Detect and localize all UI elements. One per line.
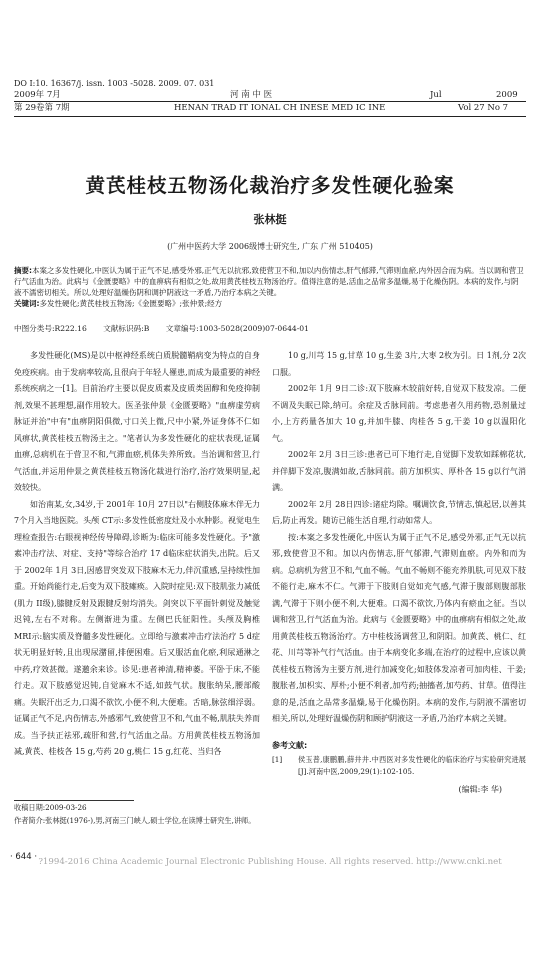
paragraph: 多发性硬化(MS)是以中枢神经系统白质脱髓鞘病变为特点的自身免疫疾病。由于发病率较高,且很向于年轻人罹患,而成为最重要的神经系统疾病之一[1]。目前治疗主要以促皮质素及皮质类固醇和免疫抑制剂,效果不甚理想,副作用较大。医圣张仲景《金匮要略》"血痹虚劳病脉证并治"中有"血痹阴阳俱微,寸口关上微,尺中小紧,外证身体不仁如风痹状,黄芪桂枝五物汤主之。"笔者认为多发性硬化的症状表现,证属血痹,总病机在于营卫不和,气滞血瘀,机体失养所致。当治调和营卫,行气活血,并运用仲景之黄芪桂枝五物汤化裁进行治疗,治疗效果明显,起效较快。 xyxy=(14,351,260,492)
references-heading: 参考文献: xyxy=(272,740,308,750)
header-rule-top xyxy=(14,101,526,102)
article-affiliation: (广州中医药大学 2006级博士研究生, 广东 广州 510405) xyxy=(167,242,373,251)
doi-line xyxy=(14,78,526,89)
keywords xyxy=(14,298,526,309)
reference-text: 侯玉普,康鹏鹏,薛井井.中西医对多发性硬化的临床治疗与实验研究进展[J].河南中医,2009,29(1):102-105. xyxy=(298,755,526,776)
header-volume-cn: 第 29卷第 7期 xyxy=(14,103,70,113)
keywords-text: 多发性硬化;黄芪桂枝五物汤;《金匮要略》;张仲景;经方 xyxy=(39,299,223,308)
editor-note: (编辑:李 华) xyxy=(458,785,502,794)
header-month-en: Jul xyxy=(430,90,442,100)
paragraph: 按:本案之多发性硬化,中医认为属于正气不足,感受外邪,正气无以抗邪,致使营卫不和。加以内伤情志,肝气郁滞,气滞则血瘀。内外和而为病。总病机为营卫不和,气血不畅。气血不畅则不能充养肌肤,可见双下肢不能行走,麻木不仁。气滞于下肢则自觉如充气感,气滞于腹部则腹部胀满,气滞于下则小便不利,大便难。口渴不欲饮,乃体内有瘀血之征。当以调和营卫,行气活血为治。此病与《金匮要略》中的血痹病有相似之处,故用黄芪桂枝五物汤治疗。方中桂枝汤调营卫,和阴阳。加黄芪、桃仁、红花、川芎等补气行气活血。由于本病变化多端,在治疗的过程中,应该以黄芪桂枝五物汤为主要方剂,进行加减变化;如肢体发凉者可加肉桂、干姜;腹胀者,加枳实、厚朴;小便不利者,加芍药;抽搐者,加芍药、甘草。值得注意的是,活血之品常多温燥,易于化燥伤阴。本病的发作,与阴液不濡密切相关,所以,处理好温燥伤阴和顾护阴液这一矛盾,乃治疗本病之关键。 xyxy=(272,532,526,723)
abstract-block xyxy=(14,265,526,309)
abstract-text: 本案之多发性硬化,中医认为属于正气不足,感受外邪,正气无以抗邪,致使营卫不和,加以内伤情志,肝气郁滞,气滞则血瘀,内外因合而为病。当以调和营卫行气活血为治。此病与《金匮要略》中的血痹病有相似之处,故用黄芪桂枝五物汤治疗。值得注意的是,活血之品常多温燥,易于化燥伤阴。本病的发作,与阴液不濡密切相关。所以,处理好温燥伤阴和调护阴液这一矛盾,乃治疗本病之关键。 xyxy=(14,266,524,297)
reference-number: [1] xyxy=(272,755,283,764)
paragraph: 2002年 2月 3日三诊:患者已可下地行走,自觉脚下发软如踩棉花状,并伴脚下发凉,腹满如故,舌脉同前。前方加枳实、厚朴各 15 g以行气消满。 xyxy=(272,450,526,492)
header-date-left: 2009年 7月 xyxy=(14,90,61,100)
paragraph: 如治南某,女,34岁,于 2001年 10月 27日以"右侧肢体麻木伴无力 7个月入当地医院。头颅 CT示:多发性低密度灶及小水肿影。视觉电生理检查报告:右眼视神经传导障碍,诊断为:临床可能多发性硬化。予"激素冲击疗法、对症、支持"等综合治疗 17 d临床症状消失,出院。后又于 2002年 1月 3日,因感冒突发双下肢麻木无力,伴沉重感,呈持续性加重。开始尚能行走,后变为双下肢瘫痪。入院时症见:双下肢肌张力减低(肌力 II级),膝腱反射及跟腱反射均消失。剑突以下平面针刺觉及触觉迟钝,左右不对称。左侧渐进为重。左侧巴氏征阳性。头颅及胸椎 MRI示:脑实质及脊髓多发性硬化。立即给与激素冲击疗法治疗 5 d症状无明显好转,且出现尿潴留,排便困难。后又服活血化瘀,利尿通淋之中药,疗效甚微。遂邀余来诊。诊见:患者神清,精神萎。平卧于床,不能行走。双下肢感觉迟钝,自觉麻木不适,如鼓气状。腹胀纳呆,腰部酸痛。失眠汗出乏力,口渴不欲饮,小便不利,大便难。舌暗,脉弦细浮弱。证属正气不足,内伤情志,外感邪气,致使营卫不和,气血不畅,肌肤失养而成。当予扶正祛邪,疏肝和营,行气活血之品。方用黄芪桂枝五物汤加减,黄芪、桂枝各 15 g,芍药 20 g,桃仁 15 g,红花、当归各 xyxy=(14,499,260,756)
received-date: 收稿日期:2009-03-26 xyxy=(14,803,87,812)
document-code: 文献标识码:B xyxy=(103,324,150,333)
abstract-label: 摘要: xyxy=(14,266,32,275)
article-number: 文章编号:1003-5028(2009)07-0644-01 xyxy=(165,324,309,333)
header-volume-en: Vol 27 No 7 xyxy=(458,103,509,113)
article-title: 黄芪桂枝五物汤化裁治疗多发性硬化验案 xyxy=(85,174,455,197)
paragraph: 2002年 2月 28日四诊:诸症均除。嘱调饮食,节情志,慎起居,以善其后,防止再发。随访已能生活自理,行动如常人。 xyxy=(272,499,526,525)
article-author: 张林挺 xyxy=(253,213,287,226)
author-bio: 作者简介:张林挺(1976-),男,河南三门峡人,硕士学位,在读博士研究生,讲师。 xyxy=(14,815,256,825)
header-rule-bottom xyxy=(14,116,526,117)
journal-name-cn: 河 南 中 医 xyxy=(230,90,273,100)
reference-item xyxy=(272,754,526,778)
page-number: · 644 · xyxy=(10,852,38,862)
paragraph: 10 g,川芎 15 g,甘草 10 g,生姜 3片,大枣 2枚为引。日 1剂,分 2次口服。 xyxy=(272,351,526,377)
header-year-right: 2009 xyxy=(496,90,518,100)
doi: DO I:10. 16367/j. issn. 1003 -5028. 2009. 07. 031 xyxy=(14,79,215,88)
abstract xyxy=(14,265,526,298)
body-column-right xyxy=(272,348,526,799)
paragraph: 2002年 1月 9日二诊:双下肢麻木较前好转,自觉双下肢发凉。二便不调及失眠已除,纳可。余症及舌脉同前。考虑患者久用药物,恐剂量过小,上方药量各加大 10 g,并加牛膝、肉桂各 5 g,干姜 10 g以温阳化气。 xyxy=(272,384,526,443)
classification-line xyxy=(14,323,526,334)
clc-number: 中图分类号:R222.16 xyxy=(14,324,87,333)
journal-name-en: HENAN TRAD IT IONAL CH INESE MED IC INE xyxy=(174,103,386,113)
keywords-label: 关键词: xyxy=(14,299,40,308)
footnote-divider xyxy=(14,800,134,801)
copyright-watermark: ?1994-2016 China Academic Journal Electronic Publishing House. All rights reserved. http://www.cnki.net xyxy=(38,857,502,867)
footnote-block xyxy=(14,802,260,827)
body-column-left xyxy=(14,348,260,761)
